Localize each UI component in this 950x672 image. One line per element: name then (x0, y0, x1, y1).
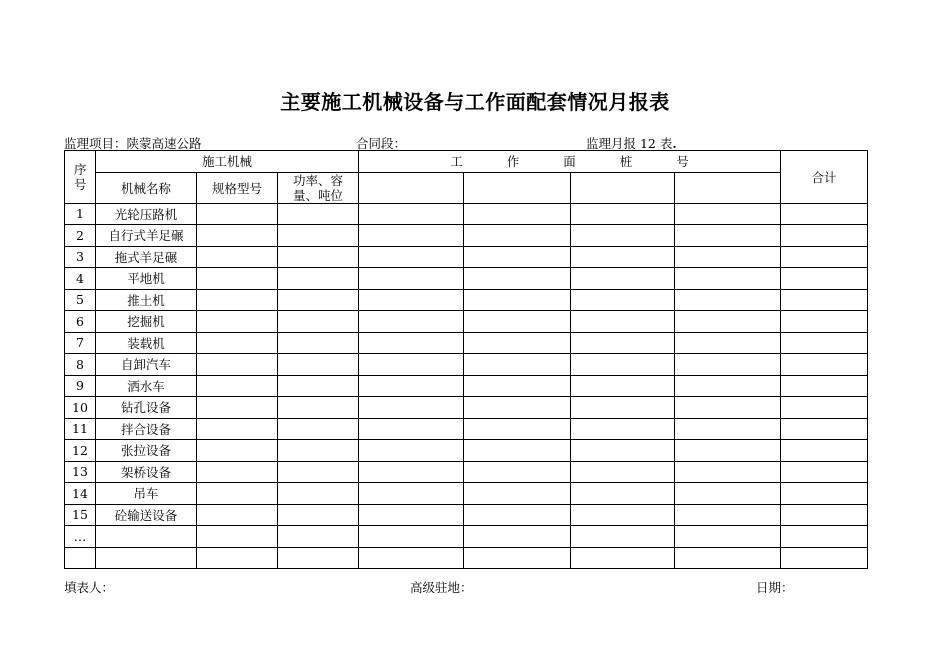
row-empty-cell (359, 246, 464, 268)
row-empty-cell (675, 332, 781, 354)
station-cell (359, 172, 464, 203)
row-seq: 14 (65, 483, 96, 505)
date-label: 日期： (756, 580, 794, 595)
header-capacity: 功率、容量、吨位 (278, 172, 359, 203)
row-empty-cell (675, 311, 781, 333)
row-empty-cell (464, 203, 571, 225)
row-empty-cell (278, 440, 359, 462)
row-seq: 8 (65, 354, 96, 376)
row-empty-cell (278, 375, 359, 397)
row-empty-cell (197, 397, 278, 419)
row-empty-cell (464, 332, 571, 354)
table-row (65, 504, 868, 526)
row-empty-cell (571, 440, 675, 462)
station-cell (571, 172, 675, 203)
row-machine-name: 平地机 (96, 268, 197, 290)
row-empty-cell (359, 225, 464, 247)
row-empty-cell (675, 203, 781, 225)
row-seq: … (65, 526, 96, 548)
row-empty-cell (781, 268, 868, 290)
row-machine-name: 光轮压路机 (96, 203, 197, 225)
row-empty-cell (675, 504, 781, 526)
row-empty-cell (571, 418, 675, 440)
row-empty-cell (571, 375, 675, 397)
row-seq: 4 (65, 268, 96, 290)
row-empty-cell (359, 547, 464, 569)
filler-label: 填表人： (64, 580, 115, 595)
row-seq: 7 (65, 332, 96, 354)
row-empty-cell (675, 246, 781, 268)
table-row (65, 268, 868, 290)
row-empty-cell (278, 483, 359, 505)
table-row (65, 311, 868, 333)
row-empty-cell (571, 225, 675, 247)
header-seq: 序号 (65, 151, 96, 204)
row-empty-cell (197, 526, 278, 548)
row-machine-name: 吊车 (96, 483, 197, 505)
row-empty-cell (781, 547, 868, 569)
row-empty-cell (278, 289, 359, 311)
row-empty-cell (197, 375, 278, 397)
table-row (65, 354, 868, 376)
row-machine-name: 架桥设备 (96, 461, 197, 483)
row-empty-cell (781, 332, 868, 354)
header-spec-model: 规格型号 (197, 172, 278, 203)
row-empty-cell (571, 354, 675, 376)
row-empty-cell (278, 225, 359, 247)
table-row (65, 375, 868, 397)
row-empty-cell (675, 375, 781, 397)
row-seq: 9 (65, 375, 96, 397)
report-number-text: 监理月报 12 表 (586, 136, 673, 151)
table-row (65, 203, 868, 225)
resident-engineer-label: 高级驻地： (410, 580, 473, 595)
row-empty-cell (675, 418, 781, 440)
row-empty-cell (571, 246, 675, 268)
row-empty-cell (464, 397, 571, 419)
row-empty-cell (464, 289, 571, 311)
row-seq (65, 547, 96, 569)
table-row (65, 246, 868, 268)
row-empty-cell (781, 440, 868, 462)
row-empty-cell (278, 461, 359, 483)
row-empty-cell (571, 504, 675, 526)
table-row (65, 225, 868, 247)
row-empty-cell (278, 354, 359, 376)
row-seq: 11 (65, 418, 96, 440)
row-empty-cell (359, 203, 464, 225)
row-empty-cell (464, 440, 571, 462)
row-empty-cell (464, 418, 571, 440)
row-machine-name: 挖掘机 (96, 311, 197, 333)
row-empty-cell (359, 526, 464, 548)
header-total: 合计 (781, 151, 868, 204)
row-empty-cell (464, 461, 571, 483)
row-seq: 15 (65, 504, 96, 526)
row-empty-cell (278, 397, 359, 419)
row-empty-cell (464, 547, 571, 569)
row-empty-cell (359, 311, 464, 333)
row-empty-cell (359, 461, 464, 483)
row-empty-cell (675, 225, 781, 247)
row-empty-cell (571, 461, 675, 483)
row-empty-cell (359, 418, 464, 440)
header-work-stations: 工 作 面 桩 号 (359, 151, 781, 173)
row-seq: 3 (65, 246, 96, 268)
row-empty-cell (464, 225, 571, 247)
row-machine-name: 自卸汽车 (96, 354, 197, 376)
row-empty-cell (359, 440, 464, 462)
row-empty-cell (359, 375, 464, 397)
table-row (65, 397, 868, 419)
row-empty-cell (197, 504, 278, 526)
row-empty-cell (197, 440, 278, 462)
row-empty-cell (464, 246, 571, 268)
row-empty-cell (781, 354, 868, 376)
row-empty-cell (571, 397, 675, 419)
row-empty-cell (197, 203, 278, 225)
row-empty-cell (464, 526, 571, 548)
row-empty-cell (781, 461, 868, 483)
row-empty-cell (571, 332, 675, 354)
row-empty-cell (464, 483, 571, 505)
row-empty-cell (464, 268, 571, 290)
row-empty-cell (781, 203, 868, 225)
row-empty-cell (675, 440, 781, 462)
row-empty-cell (359, 289, 464, 311)
row-empty-cell (278, 268, 359, 290)
row-empty-cell (197, 418, 278, 440)
row-empty-cell (359, 268, 464, 290)
row-empty-cell (675, 461, 781, 483)
row-empty-cell (359, 397, 464, 419)
row-empty-cell (781, 375, 868, 397)
row-empty-cell (781, 504, 868, 526)
row-empty-cell (197, 483, 278, 505)
row-empty-cell (571, 526, 675, 548)
equipment-table (64, 150, 868, 569)
header-machine-name: 机械名称 (96, 172, 197, 203)
station-cell (675, 172, 781, 203)
contract-section-label: 合同段： (356, 136, 407, 151)
row-empty-cell (781, 397, 868, 419)
row-empty-cell (781, 311, 868, 333)
row-seq: 6 (65, 311, 96, 333)
table-row (65, 483, 868, 505)
table-row (65, 440, 868, 462)
row-empty-cell (571, 483, 675, 505)
row-empty-cell (464, 504, 571, 526)
row-empty-cell (675, 547, 781, 569)
row-empty-cell (197, 246, 278, 268)
row-empty-cell (571, 289, 675, 311)
row-empty-cell (197, 461, 278, 483)
row-machine-name (96, 526, 197, 548)
row-empty-cell (278, 203, 359, 225)
row-empty-cell (571, 203, 675, 225)
row-seq: 10 (65, 397, 96, 419)
row-empty-cell (781, 225, 868, 247)
row-machine-name: 拌合设备 (96, 418, 197, 440)
row-machine-name: 钻孔设备 (96, 397, 197, 419)
row-empty-cell (278, 547, 359, 569)
header-row-1 (65, 151, 868, 173)
row-empty-cell (571, 311, 675, 333)
row-empty-cell (781, 246, 868, 268)
row-empty-cell (278, 332, 359, 354)
row-seq: 1 (65, 203, 96, 225)
row-empty-cell (278, 504, 359, 526)
row-empty-cell (464, 354, 571, 376)
row-empty-cell (359, 354, 464, 376)
row-empty-cell (197, 354, 278, 376)
header-row-2 (65, 172, 868, 203)
row-seq: 2 (65, 225, 96, 247)
row-empty-cell (197, 289, 278, 311)
row-empty-cell (359, 483, 464, 505)
row-machine-name: 推土机 (96, 289, 197, 311)
row-machine-name: 张拉设备 (96, 440, 197, 462)
row-seq: 5 (65, 289, 96, 311)
row-empty-cell (781, 418, 868, 440)
row-empty-cell (197, 332, 278, 354)
row-empty-cell (675, 289, 781, 311)
row-empty-cell (359, 504, 464, 526)
row-empty-cell (197, 547, 278, 569)
row-empty-cell (781, 289, 868, 311)
row-seq: 13 (65, 461, 96, 483)
row-empty-cell (781, 526, 868, 548)
row-empty-cell (197, 225, 278, 247)
row-empty-cell (197, 311, 278, 333)
header-machinery: 施工机械 (96, 151, 359, 173)
row-empty-cell (675, 483, 781, 505)
row-empty-cell (571, 547, 675, 569)
row-seq: 12 (65, 440, 96, 462)
row-empty-cell (675, 268, 781, 290)
row-machine-name: 洒水车 (96, 375, 197, 397)
row-empty-cell (675, 526, 781, 548)
table-row (65, 418, 868, 440)
table-row (65, 526, 868, 548)
row-empty-cell (464, 375, 571, 397)
row-machine-name (96, 547, 197, 569)
row-empty-cell (197, 268, 278, 290)
row-empty-cell (278, 311, 359, 333)
row-empty-cell (359, 332, 464, 354)
table-row (65, 461, 868, 483)
row-empty-cell (675, 354, 781, 376)
table-row (65, 332, 868, 354)
row-empty-cell (278, 246, 359, 268)
row-empty-cell (464, 311, 571, 333)
row-empty-cell (278, 418, 359, 440)
table-row (65, 289, 868, 311)
row-empty-cell (571, 268, 675, 290)
row-machine-name: 拖式羊足碾 (96, 246, 197, 268)
station-cell (464, 172, 571, 203)
row-empty-cell (781, 483, 868, 505)
project-label: 监理项目：陕蒙高速公路 (64, 136, 202, 151)
report-number-mark: . (672, 136, 677, 151)
row-machine-name: 装载机 (96, 332, 197, 354)
row-machine-name: 自行式羊足碾 (96, 225, 197, 247)
row-empty-cell (675, 397, 781, 419)
report-title: 主要施工机械设备与工作面配套情况月报表 (280, 90, 670, 114)
row-machine-name: 砼输送设备 (96, 504, 197, 526)
row-empty-cell (278, 526, 359, 548)
table-row (65, 547, 868, 569)
